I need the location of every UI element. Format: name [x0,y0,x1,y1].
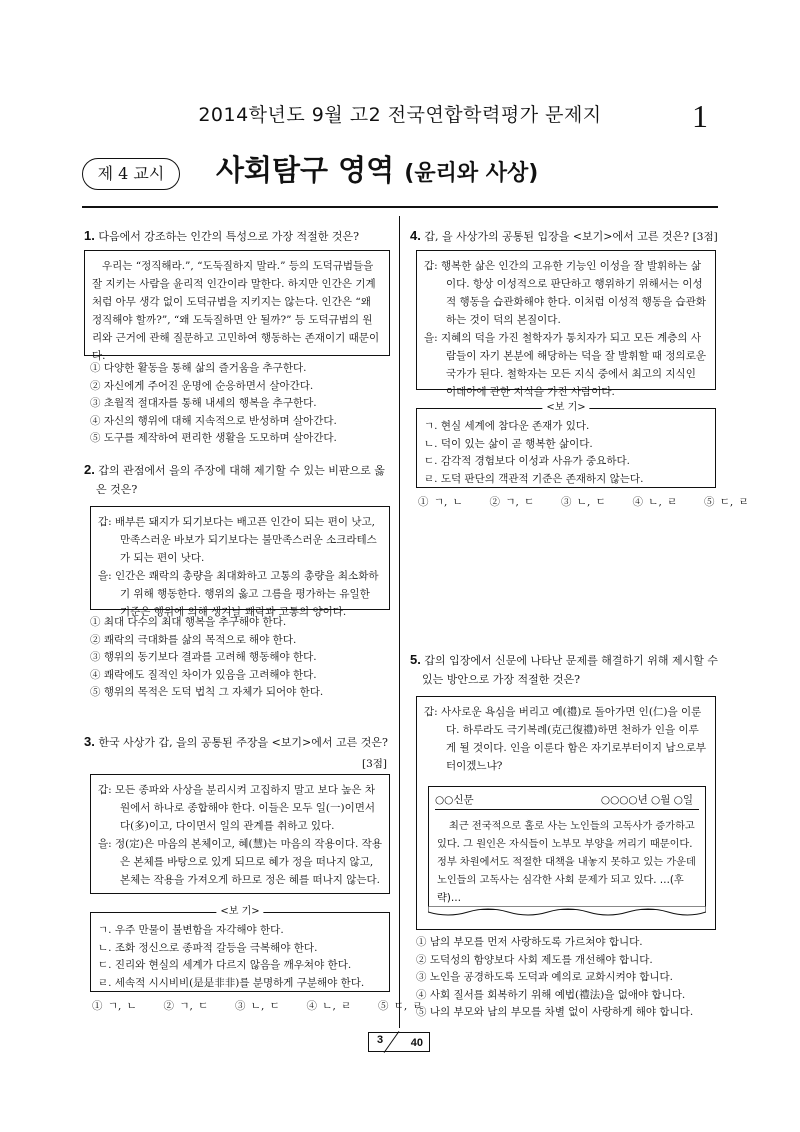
question-3-stem [84,732,396,752]
bogi-item: ㄷ. 감각적 경험보다 이성과 사유가 중요하다. [424,455,630,467]
exam-title: 2014학년도 9월 고2 전국연합학력평가 문제지 [198,104,602,126]
question-4-choices[interactable]: ① ㄱ, ㄴ ② ㄱ, ㄷ ③ ㄴ, ㄷ ④ ㄴ, ㄹ ⑤ ㄷ, ㄹ [418,496,749,508]
option-1[interactable]: ① 다양한 활동을 통해 삶의 즐거움을 추구한다. [90,362,307,374]
option-2[interactable]: ② 쾌락의 극대화를 삶의 목적으로 해야 한다. [90,633,297,646]
question-2-stem [84,460,396,499]
question-1-passage [84,250,390,362]
column-divider [399,216,400,1028]
option-1[interactable]: ① 남의 부모를 먼저 사랑하도록 가르쳐야 합니다. [416,936,643,948]
question-4-bogi [416,402,716,488]
question-1-stem [84,226,394,246]
question-2-passage [90,506,390,618]
question-text: 갑, 을 사상가의 공통된 입장을 <보기>에서 고른 것은? [424,230,690,243]
option-4[interactable]: ④ 쾌락에도 질적인 차이가 있음을 고려해야 한다. [90,668,317,681]
passage-b: 을: 인간은 쾌락의 총량을 최대화하고 고통의 총량을 최소화하기 위해 행동한다. 행위의 옳고 그름을 평가하는 유일한 기준은 행위에 의해 생겨날 쾌락과 고통의 양이다. [98,570,379,618]
bogi-label: <보 기> [216,905,263,919]
bogi-item: ㄹ. 세속적 시시비비(是是非非)를 분명하게 구분해야 한다. [98,976,365,989]
footer-page-indicator [368,1032,430,1052]
option-5[interactable]: ⑤ 행위의 목적은 도덕 법칙 그 자체가 되어야 한다. [90,686,324,699]
bogi-item: ㄴ. 조화 정신으로 종파적 갈등을 극복해야 한다. [98,941,318,954]
question-4-passage [416,250,716,398]
torn-edge [428,906,706,920]
option-4[interactable]: ④ 자신의 행위에 대해 지속적으로 반성하며 살아간다. [90,414,337,427]
question-4-stem [410,226,720,247]
newspaper-clipping [428,786,706,910]
passage-text: 우리는 “정직해라.”, “도둑질하지 말라.” 등의 도덕규범들을 잘 지키는 사람을 윤리적 인간이라 말한다. 하지만 인간은 기계처럼 아무 생각 없이 도덕규범을 지키지는 않는다. 인간은 “왜 정직해야 할까?”, “왜 도둑질하면 안 될까?” 등 도덕규범의 원리와 근거에 관해 질문하고 고민하여 행동하는 존재이기 때문이다. [92,260,380,362]
current-page: 3 [377,1034,384,1046]
question-4-points: [3점] [692,231,718,243]
passage-a: 갑: 모든 종파와 사상을 분리시켜 고집하지 말고 보다 높은 차원에서 하나로 종합해야 한다. 이들은 모두 일(一)이면서 다(多)이고, 다이면서 일의 관계를 취하고 있다. [98,784,376,832]
option-3[interactable]: ③ 노인을 공경하도록 도덕과 예의로 교화시켜야 합니다. [416,971,674,984]
question-text-cont: 은 것은? [96,483,138,496]
period-badge: 제 4 교시 [82,158,180,190]
header-rule [82,206,718,208]
question-number: 1. [84,228,95,243]
question-1-options [90,360,394,448]
option-3[interactable]: ③ 초월적 절대자를 통해 내세의 행복을 추구한다. [90,397,317,410]
question-number: 2. [84,462,95,477]
bogi-label: <보 기> [542,401,589,415]
passage-b: 을: 지혜의 덕을 가진 철학자가 통치자가 되고 모든 계층의 사람들이 자기 본분에 해당하는 덕을 잘 발휘할 때 정의로운 국가가 된다. 철학자는 모든 지식 중에서 최고의 지식인 이데아에 관한 지식을 가진 사람이다. [424,332,706,398]
bogi-item: ㄴ. 덕이 있는 삶이 곧 행복한 삶이다. [424,437,593,450]
question-text: 한국 사상가 갑, 을의 공통된 주장을 <보기>에서 고른 것은? [98,736,388,749]
question-text: 다음에서 강조하는 인간의 특성으로 가장 적절한 것은? [98,230,359,243]
option-5[interactable]: ⑤ 도구를 제작하여 편리한 생활을 도모하며 살아간다. [90,432,337,445]
question-text-cont: 있는 방안으로 가장 적절한 것은? [422,673,581,686]
question-text: 갑의 입장에서 신문에 나타난 문제를 해결하기 위해 제시할 수 [424,654,718,667]
bogi-item: ㄱ. 우주 만물이 불변함을 자각해야 한다. [98,924,284,936]
option-2[interactable]: ② 도덕성의 함양보다 사회 제도를 개선해야 합니다. [416,953,653,966]
question-number: 3. [84,734,95,749]
option-2[interactable]: ② 자신에게 주어진 운명에 순응하면서 살아간다. [90,379,314,392]
page-divider [384,1031,400,1053]
question-5-stem [410,650,722,689]
newspaper-header [435,791,699,810]
bogi-item: ㄷ. 진리와 현실의 세계가 다르지 않음을 깨우쳐야 한다. [98,959,352,971]
option-1[interactable]: ① 최대 다수의 최대 행복을 추구해야 한다. [90,616,287,628]
page-number: 1 [692,98,708,134]
subject-name: 사회탐구 영역 [216,153,395,187]
article-text: 최근 전국적으로 홀로 사는 노인들의 고독사가 증가하고 있다. 그 원인은 자식들이 노부모 부양을 꺼리기 때문이다. 정부 차원에서도 적절한 대책을 내놓지 못하고 있는 가운데 노인들의 고독사는 심각한 사회 문제가 되고 있다. …(후략)… [437,821,696,904]
question-3-passage [90,774,390,894]
subject-subtitle: (윤리와 사상) [404,161,539,186]
subject-title [216,148,538,189]
question-number: 4. [410,228,421,243]
question-number: 5. [410,652,421,667]
bogi-item: ㄱ. 현실 세계에 참다운 존재가 있다. [424,420,590,432]
question-3-points: [3점] [362,758,388,770]
option-4[interactable]: ④ 사회 질서를 회복하기 위해 예법(禮法)을 없애야 합니다. [416,988,686,1001]
newspaper-date: ○○○○년 ○월 ○일 [600,794,693,806]
bogi-item: ㄹ. 도덕 판단의 객관적 기준은 존재하지 않는다. [424,472,644,485]
question-text: 갑의 관점에서 을의 주장에 대해 제기할 수 있는 비판으로 옳 [98,464,385,477]
question-2-options [90,614,394,702]
newspaper-article [429,810,705,916]
total-pages: 40 [410,1037,423,1049]
passage-text: 갑: 사사로운 욕심을 버리고 예(禮)로 돌아가면 인(仁)을 이룬다. 하루라도 극기복례(克己復禮)하면 천하가 인을 이루게 될 것이다. 인을 이룬다 함은 자기로부터이지 남으로부터이겠느냐? [424,706,706,772]
question-3-choices[interactable]: ① ㄱ, ㄴ ② ㄱ, ㄷ ③ ㄴ, ㄷ ④ ㄴ, ㄹ ⑤ ㄷ, ㄹ [92,1000,423,1012]
question-5-options [416,934,720,1022]
passage-a: 갑: 행복한 삶은 인간의 고유한 기능인 이성을 잘 발휘하는 삶이다. 항상 이성적으로 판단하고 행위하기 위해서는 이성적 행동을 습관화해야 한다. 이처럼 이성적 행동을 습관화하는 것이 덕의 본질이다. [424,260,706,326]
passage-a: 갑: 배부른 돼지가 되기보다는 배고픈 인간이 되는 편이 낫고, 만족스러운 바보가 되기보다는 불만족스러운 소크라테스가 되는 편이 낫다. [98,516,377,564]
question-3-bogi [90,906,390,992]
option-5[interactable]: ⑤ 나의 부모와 남의 부모를 차별 없이 사랑하게 해야 합니다. [416,1006,694,1019]
passage-b: 을: 정(定)은 마음의 본체이고, 혜(慧)는 마음의 작용이다. 작용은 본체를 바탕으로 있게 되므로 혜가 정을 떠나지 않고, 본체는 작용을 가져오게 하므로 정은 혜를 떠나지 않는다. [98,838,382,886]
option-3[interactable]: ③ 행위의 동기보다 결과를 고려해 행동해야 한다. [90,651,317,664]
newspaper-name: ○○신문 [435,794,474,806]
